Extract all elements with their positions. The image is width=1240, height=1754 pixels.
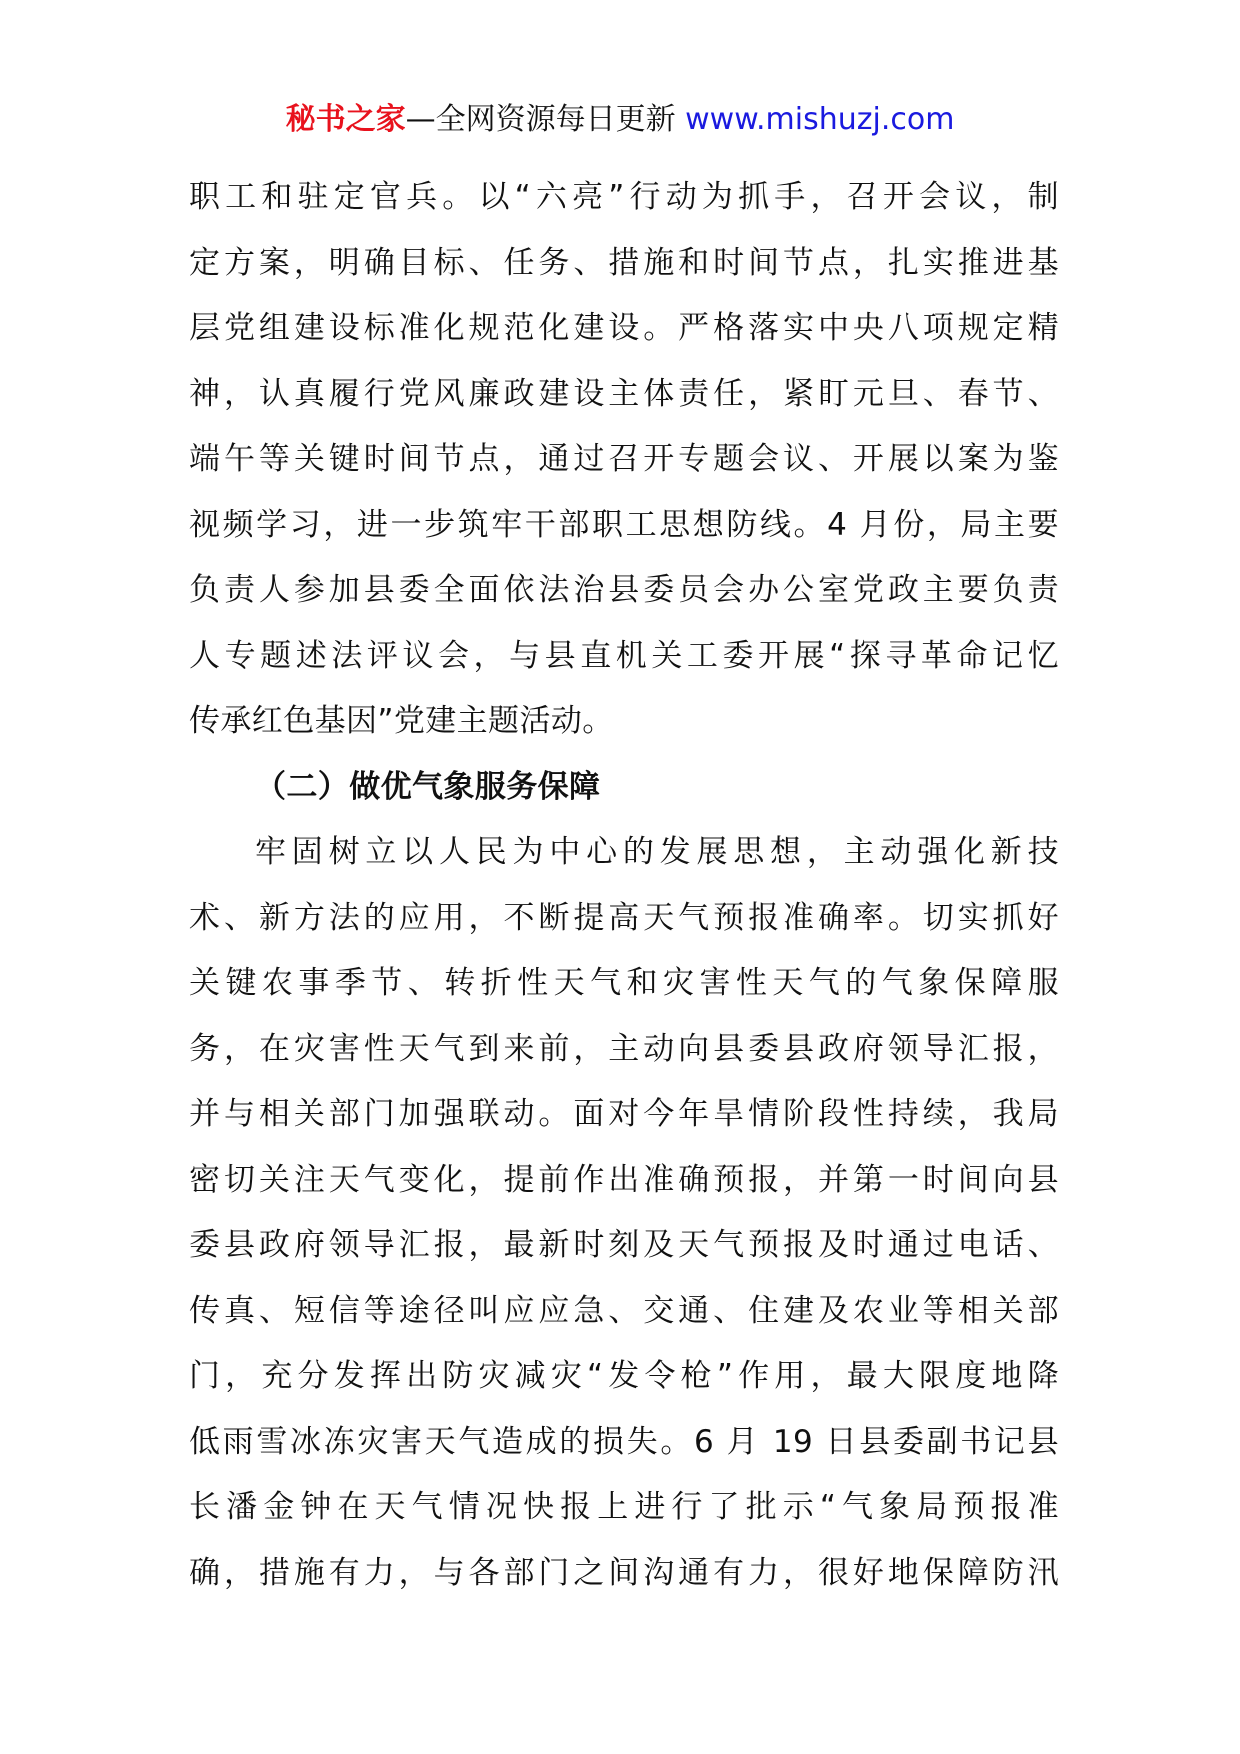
- paragraph-line: 并与相关部门加强联动。面对今年旱情阶段性持续，我局: [189, 1096, 1059, 1132]
- paragraph-line: 职工和驻定官兵。以“六亮”行动为抓手，召开会议，制: [189, 179, 1059, 215]
- document-body: [189, 165, 1059, 1606]
- paragraph-line: 术、新方法的应用，不断提高天气预报准确率。切实抓好: [189, 899, 1059, 936]
- paragraph-line: 务，在灾害性天气到来前，主动向县委县政府领导汇报，: [189, 1030, 1059, 1067]
- paragraph-line: 牢固树立以人民为中心的发展思想，主动强化新技: [255, 834, 1059, 870]
- paragraph-line: 传真、短信等途径叫应应急、交通、住建及农业等相关部: [189, 1292, 1059, 1329]
- site-url-link[interactable]: www.mishuzj.com: [685, 102, 955, 137]
- paragraph-line: 神，认真履行党风廉政建设主体责任，紧盯元旦、春节、: [189, 375, 1059, 412]
- paragraph-line: 确，措施有力，与各部门之间沟通有力，很好地保障防汛: [189, 1554, 1059, 1591]
- site-header: [0, 100, 1240, 140]
- paragraph-line: 长潘金钟在天气情况快报上进行了批示“气象局预报准: [189, 1489, 1059, 1525]
- section-heading: （二）做优气象服务保障: [255, 768, 601, 805]
- paragraph-line: 负责人参加县委全面依法治县委员会办公室党政主要负责: [189, 572, 1059, 608]
- paragraph-line: 人专题述法评议会，与县直机关工委开展“探寻革命记忆: [189, 637, 1059, 674]
- paragraph-line: 传承红色基因”党建主题活动。: [189, 703, 614, 739]
- site-brand: 秘书之家: [285, 102, 406, 137]
- paragraph-line: 密切关注天气变化，提前作出准确预报，并第一时间向县: [189, 1161, 1059, 1198]
- paragraph-line: 端午等关键时间节点，通过召开专题会议、开展以案为鉴: [189, 441, 1059, 477]
- paragraph-line: 委县政府领导汇报，最新时刻及天气预报及时通过电话、: [189, 1227, 1059, 1263]
- paragraph-line: 视频学习，进一步筑牢干部职工思想防线。4 月份，局主要: [189, 506, 1059, 543]
- paragraph-line: 定方案，明确目标、任务、措施和时间节点，扎实推进基: [189, 244, 1059, 281]
- site-tagline: —全网资源每日更新: [405, 102, 686, 137]
- paragraph-line: 层党组建设标准化规范化建设。严格落实中央八项规定精: [189, 310, 1059, 346]
- paragraph-line: 低雨雪冰冻灾害天气造成的损失。6 月 19 日县委副书记县: [189, 1423, 1059, 1460]
- paragraph-line: 关键农事季节、转折性天气和灾害性天气的气象保障服: [189, 965, 1059, 1001]
- paragraph-line: 门，充分发挥出防灾减灾“发令枪”作用，最大限度地降: [189, 1358, 1059, 1394]
